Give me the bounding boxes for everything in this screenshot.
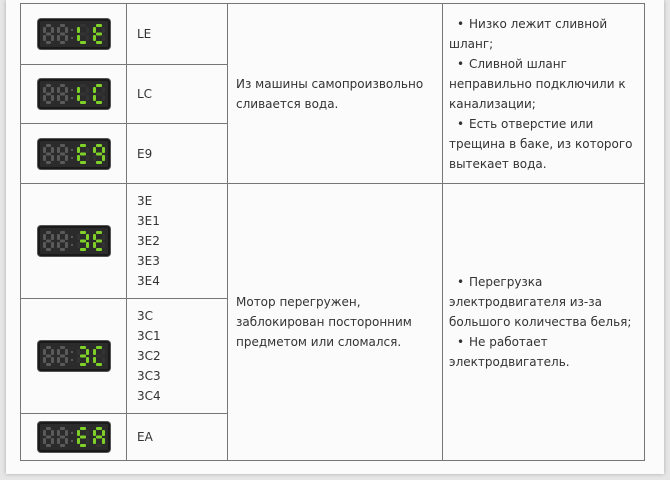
cause-text: неправильно подключили к bbox=[449, 76, 626, 91]
code-cell bbox=[127, 299, 228, 414]
display-cell bbox=[21, 184, 127, 299]
cause-text: большого количества белья; bbox=[449, 315, 632, 329]
lcd-display-ea bbox=[38, 422, 110, 452]
cause-item bbox=[449, 54, 638, 114]
cause-text: Низко лежит сливной bbox=[469, 16, 608, 31]
error-code: 3C3 bbox=[137, 369, 161, 383]
cause-text: вытекает вода. bbox=[449, 156, 547, 171]
cause-text: Сливной шланг bbox=[469, 56, 567, 71]
bullet-icon: • bbox=[457, 116, 465, 131]
error-code: LC bbox=[137, 87, 153, 101]
table-row bbox=[21, 4, 645, 65]
cause-item bbox=[449, 14, 638, 54]
code-cell bbox=[127, 414, 228, 461]
cause-text: трещина в баке, из которого bbox=[449, 136, 633, 151]
cause-text: канализации; bbox=[449, 96, 536, 111]
error-code: 3C2 bbox=[137, 349, 161, 363]
description-line: Мотор перегружен, bbox=[236, 295, 361, 309]
causes-list bbox=[449, 272, 638, 372]
error-code: 3E4 bbox=[137, 274, 160, 288]
description-cell bbox=[228, 184, 443, 461]
cause-text: электродвигателя из-за bbox=[449, 295, 602, 309]
error-code: 3C4 bbox=[137, 389, 161, 403]
display-cell bbox=[21, 299, 127, 414]
description-line: заблокирован посторонним bbox=[236, 315, 412, 329]
bullet-icon: • bbox=[457, 16, 465, 31]
error-code: 3E1 bbox=[137, 214, 160, 228]
lcd-display-e9 bbox=[38, 139, 110, 169]
error-code: 3E2 bbox=[137, 234, 160, 248]
causes-list bbox=[449, 14, 638, 174]
code-cell bbox=[127, 65, 228, 124]
display-cell bbox=[21, 124, 127, 184]
lcd-display-le bbox=[38, 19, 110, 49]
cause-item bbox=[449, 272, 638, 332]
lcd-display-3c bbox=[38, 341, 110, 371]
cause-item bbox=[449, 114, 638, 174]
causes-cell bbox=[443, 184, 645, 461]
code-cell bbox=[127, 184, 228, 299]
bullet-icon: • bbox=[457, 275, 465, 289]
error-codes-table bbox=[20, 3, 645, 461]
error-code: 3E bbox=[137, 194, 153, 208]
description-cell bbox=[228, 4, 443, 184]
display-cell bbox=[21, 4, 127, 65]
bullet-icon: • bbox=[457, 56, 465, 71]
cause-item bbox=[449, 332, 638, 372]
table-row bbox=[21, 184, 645, 299]
lcd-display-lc bbox=[38, 79, 110, 109]
error-code: LE bbox=[137, 27, 152, 41]
cause-text: электродвигатель. bbox=[449, 355, 570, 369]
error-code: E9 bbox=[137, 146, 153, 161]
lcd-display-3e bbox=[38, 226, 110, 256]
display-cell bbox=[21, 414, 127, 461]
code-cell bbox=[127, 124, 228, 184]
code-cell bbox=[127, 4, 228, 65]
error-code: EA bbox=[137, 430, 153, 444]
error-code: 3C bbox=[137, 309, 154, 323]
description-line: сливается вода. bbox=[236, 96, 339, 111]
cause-text: Есть отверстие или bbox=[469, 116, 594, 131]
description-line: предметом или сломался. bbox=[236, 335, 402, 349]
cause-text: шланг; bbox=[449, 36, 494, 51]
cause-text: Не работает bbox=[469, 335, 548, 349]
error-code: 3C1 bbox=[137, 329, 161, 343]
causes-cell bbox=[443, 4, 645, 184]
cause-text: Перегрузка bbox=[469, 275, 543, 289]
description-line: Из машины самопроизвольно bbox=[236, 76, 424, 91]
bullet-icon: • bbox=[457, 335, 465, 349]
display-cell bbox=[21, 65, 127, 124]
page-frame bbox=[6, 0, 664, 474]
error-code: 3E3 bbox=[137, 254, 160, 268]
